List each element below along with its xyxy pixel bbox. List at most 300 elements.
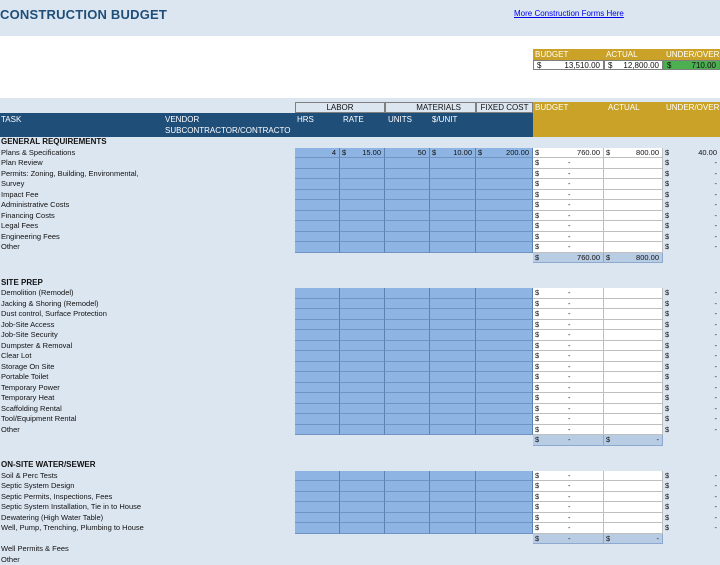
currency-symbol: $ (665, 481, 670, 491)
units-cell[interactable] (385, 148, 430, 159)
unit-cost-cell[interactable] (430, 481, 476, 492)
fixed-cost-cell[interactable] (476, 309, 533, 320)
unit-cost-cell[interactable] (430, 320, 476, 331)
currency-symbol: $ (665, 288, 670, 298)
unit-cost-cell[interactable] (430, 341, 476, 352)
unit-cost-cell[interactable] (430, 425, 476, 436)
currency-symbol: $ (535, 393, 540, 403)
rate-cell[interactable] (340, 190, 385, 201)
fixed-cost-cell[interactable] (476, 320, 533, 331)
unit-cost-cell[interactable] (430, 351, 476, 362)
unit-cost-cell[interactable] (430, 179, 476, 190)
section-title: ON-SITE WATER/SEWER (1, 460, 96, 470)
actual-cell[interactable] (604, 383, 663, 394)
empty-value: - (568, 361, 571, 371)
actual-cell[interactable] (604, 513, 663, 524)
fixed-cost-cell[interactable] (476, 393, 533, 404)
units-cell[interactable] (385, 513, 430, 524)
empty-value: - (714, 242, 717, 251)
fixed-cost-cell[interactable] (476, 372, 533, 383)
actual-cell[interactable] (604, 242, 663, 253)
rate-cell[interactable] (340, 288, 385, 299)
actual-cell[interactable] (604, 414, 663, 425)
section-header (0, 460, 720, 471)
unit-cost-cell[interactable] (430, 148, 476, 159)
units-cell[interactable] (385, 362, 430, 373)
currency-symbol: $ (665, 147, 670, 157)
task-name: Plan Review (1, 158, 43, 167)
units-cell[interactable] (385, 492, 430, 503)
actual-cell[interactable] (604, 320, 663, 331)
currency-symbol: $ (665, 179, 670, 188)
fixed-cost-cell[interactable] (476, 179, 533, 190)
empty-value: - (714, 158, 717, 167)
unit-cost-cell[interactable] (430, 221, 476, 232)
unit-cost-cell[interactable] (430, 372, 476, 383)
actual-cell[interactable] (604, 362, 663, 373)
rate-cell[interactable] (340, 341, 385, 352)
fixed-cost-cell[interactable] (476, 383, 533, 394)
empty-value: - (568, 200, 571, 209)
currency-symbol: $ (535, 319, 540, 329)
under-over-cell (663, 211, 720, 222)
budget-cell (533, 414, 604, 425)
currency-symbol: $ (665, 361, 670, 371)
empty-value: - (714, 512, 717, 522)
budget-cell (533, 372, 604, 383)
unit-cost-cell[interactable] (430, 211, 476, 222)
actual-cell[interactable] (604, 502, 663, 513)
actual-cell[interactable] (604, 288, 663, 299)
currency-symbol: $ (535, 491, 540, 501)
units-cell[interactable] (385, 404, 430, 415)
empty-value: - (568, 382, 571, 392)
currency-symbol: $ (665, 351, 670, 361)
vendor-column-header: VENDOR (165, 115, 200, 124)
task-name: Septic System Installation, Tie in to House (1, 502, 142, 512)
fixed-cost-cell[interactable] (476, 169, 533, 180)
units-cell[interactable] (385, 414, 430, 425)
under-over-cell (663, 372, 720, 383)
units-cell[interactable] (385, 502, 430, 513)
actual-cell[interactable] (604, 232, 663, 243)
cell-value: 760.00 (577, 252, 600, 262)
fixed-cost-cell[interactable] (476, 404, 533, 415)
budget-cell (533, 221, 604, 232)
currency-symbol: $ (665, 470, 670, 480)
hrs-cell[interactable] (295, 481, 340, 492)
fixed-cost-cell[interactable] (476, 200, 533, 211)
hrs-cell[interactable] (295, 502, 340, 513)
units-cell[interactable] (385, 299, 430, 310)
currency-symbol: $ (665, 512, 670, 522)
hrs-cell[interactable] (295, 299, 340, 310)
hrs-cell[interactable] (295, 211, 340, 222)
currency-symbol: $ (665, 231, 670, 241)
section-title: SITE PREP (1, 277, 43, 287)
hrs-cell[interactable] (295, 351, 340, 362)
fixed-cost-cell[interactable] (476, 211, 533, 222)
empty-value: - (714, 340, 717, 350)
units-cell[interactable] (385, 200, 430, 211)
rate-cell[interactable] (340, 362, 385, 373)
hrs-cell[interactable] (295, 362, 340, 373)
currency-symbol: $ (432, 147, 437, 157)
empty-value: - (714, 179, 717, 188)
actual-cell[interactable] (604, 404, 663, 415)
unit-cost-cell[interactable] (430, 330, 476, 341)
currency-symbol: $ (665, 414, 670, 424)
currency-symbol: $ (535, 179, 540, 188)
empty-value: - (714, 351, 717, 361)
units-column-header: UNITS (388, 115, 412, 124)
units-cell[interactable] (385, 341, 430, 352)
actual-cell[interactable] (604, 158, 663, 169)
under-over-group-header: UNDER/OVER (663, 102, 720, 113)
currency-symbol: $ (535, 200, 540, 209)
fixed-cost-cell[interactable] (476, 351, 533, 362)
unit-cost-cell[interactable] (430, 502, 476, 513)
task-name: Administrative Costs (1, 200, 70, 209)
unit-cost-cell[interactable] (430, 288, 476, 299)
fixed-cost-cell[interactable] (476, 425, 533, 436)
task-name: Tool/Equipment Rental (1, 414, 77, 424)
actual-cell[interactable] (604, 425, 663, 436)
empty-value: - (568, 210, 571, 220)
fixed-cost-cell[interactable] (476, 523, 533, 534)
currency-symbol: $ (665, 189, 670, 199)
fixed-cost-cell[interactable] (476, 471, 533, 482)
fixed-cost-cell[interactable] (476, 158, 533, 169)
hrs-cell[interactable] (295, 179, 340, 190)
under-over-cell (663, 523, 720, 534)
empty-value: - (714, 393, 717, 403)
rate-cell[interactable] (340, 481, 385, 492)
hrs-cell[interactable] (295, 330, 340, 341)
units-cell[interactable] (385, 471, 430, 482)
currency-symbol: $ (665, 330, 670, 340)
actual-cell[interactable] (604, 148, 663, 159)
actual-cell[interactable] (604, 341, 663, 352)
unit-cost-cell[interactable] (430, 404, 476, 415)
rate-cell[interactable] (340, 523, 385, 534)
task-name: Well, Pump, Trenching, Plumbing to House (1, 523, 144, 533)
rate-cell[interactable] (340, 232, 385, 243)
budget-cell (533, 288, 604, 299)
hrs-cell[interactable] (295, 200, 340, 211)
under-over-cell (663, 232, 720, 243)
empty-value: - (714, 523, 717, 533)
subtotal-row (0, 435, 720, 446)
task-name: Septic Permits, Inspections, Fees (1, 491, 113, 501)
task-name: Impact Fee (1, 189, 39, 199)
currency-symbol: $ (535, 309, 540, 319)
units-cell[interactable] (385, 383, 430, 394)
under-over-cell (663, 320, 720, 331)
task-name: Clear Lot (1, 351, 32, 361)
unit-cost-cell[interactable] (430, 393, 476, 404)
actual-cell[interactable] (604, 471, 663, 482)
hrs-cell[interactable] (295, 393, 340, 404)
fixed-cost-cell[interactable] (476, 414, 533, 425)
empty-value: - (568, 158, 571, 167)
empty-value: - (714, 403, 717, 413)
unit-cost-cell[interactable] (430, 158, 476, 169)
hrs-cell[interactable] (295, 341, 340, 352)
units-cell[interactable] (385, 179, 430, 190)
rate-cell[interactable] (340, 158, 385, 169)
empty-value: - (656, 533, 659, 543)
cell-value: 50 (417, 147, 426, 157)
unit-cost-cell[interactable] (430, 492, 476, 503)
task-row (0, 523, 720, 534)
unit-cost-cell[interactable] (430, 242, 476, 253)
unit-cost-cell[interactable] (430, 190, 476, 201)
empty-value: - (568, 481, 571, 491)
under-over-cell (663, 221, 720, 232)
hrs-cell[interactable] (295, 320, 340, 331)
under-over-cell (663, 362, 720, 373)
task-row (0, 299, 720, 310)
fixed-cost-cell[interactable] (476, 341, 533, 352)
empty-value: - (568, 319, 571, 329)
task-name: Temporary Power (1, 382, 60, 392)
rate-cell[interactable] (340, 211, 385, 222)
fixed-cost-cell[interactable] (476, 288, 533, 299)
hrs-cell[interactable] (295, 471, 340, 482)
hrs-cell[interactable] (295, 383, 340, 394)
hrs-cell[interactable] (295, 221, 340, 232)
column-header-row (0, 113, 720, 137)
unit-cost-cell[interactable] (430, 383, 476, 394)
units-cell[interactable] (385, 169, 430, 180)
currency-symbol: $ (665, 242, 670, 251)
units-cell[interactable] (385, 242, 430, 253)
currency-symbol: $ (535, 403, 540, 413)
task-row (0, 351, 720, 362)
empty-value: - (714, 200, 717, 209)
actual-cell[interactable] (604, 523, 663, 534)
task-name: Other (1, 242, 20, 251)
actual-cell[interactable] (604, 351, 663, 362)
unit-cost-cell[interactable] (430, 513, 476, 524)
unit-cost-cell[interactable] (430, 232, 476, 243)
rate-cell[interactable] (340, 330, 385, 341)
actual-cell[interactable] (604, 179, 663, 190)
unit-cost-cell[interactable] (430, 523, 476, 534)
fixed-cost-cell[interactable] (476, 502, 533, 513)
units-cell[interactable] (385, 330, 430, 341)
actual-cell[interactable] (604, 372, 663, 383)
labor-group-header: LABOR (295, 102, 385, 113)
empty-value: - (714, 221, 717, 230)
page-title: CONSTRUCTION BUDGET (0, 7, 168, 22)
actual-cell[interactable] (604, 211, 663, 222)
fixed-cost-cell[interactable] (476, 330, 533, 341)
fixed-cost-cell[interactable] (476, 232, 533, 243)
hrs-cell[interactable] (295, 148, 340, 159)
empty-value: - (568, 414, 571, 424)
hrs-cell[interactable] (295, 158, 340, 169)
currency-symbol: $ (535, 502, 540, 512)
rate-cell[interactable] (340, 414, 385, 425)
under-over-cell (663, 425, 720, 436)
empty-value: - (568, 231, 571, 241)
hrs-cell[interactable] (295, 309, 340, 320)
summary-under-over-label: UNDER/OVER (663, 49, 720, 60)
currency-symbol: $ (535, 210, 540, 220)
units-cell[interactable] (385, 523, 430, 534)
budget-cell (533, 211, 604, 222)
fixed-cost-cell[interactable] (476, 148, 533, 159)
budget-cell (533, 200, 604, 211)
hrs-cell[interactable] (295, 242, 340, 253)
fixed-cost-cell[interactable] (476, 299, 533, 310)
unit-cost-cell[interactable] (430, 200, 476, 211)
rate-cell[interactable] (340, 425, 385, 436)
units-cell[interactable] (385, 211, 430, 222)
task-name: Temporary Heat (1, 393, 55, 403)
rate-cell[interactable] (340, 513, 385, 524)
task-row (0, 362, 720, 373)
rate-cell[interactable] (340, 200, 385, 211)
actual-cell[interactable] (604, 393, 663, 404)
hrs-cell[interactable] (295, 372, 340, 383)
units-cell[interactable] (385, 372, 430, 383)
rate-cell[interactable] (340, 393, 385, 404)
budget-cell (533, 190, 604, 201)
units-cell[interactable] (385, 425, 430, 436)
currency-symbol: $ (606, 147, 611, 157)
units-cell[interactable] (385, 393, 430, 404)
currency-symbol: $ (665, 523, 670, 533)
hrs-cell[interactable] (295, 513, 340, 524)
currency-symbol: $ (665, 221, 670, 230)
task-name: Financing Costs (1, 210, 55, 220)
units-cell[interactable] (385, 320, 430, 331)
actual-cell[interactable] (604, 330, 663, 341)
actual-cell[interactable] (604, 190, 663, 201)
currency-symbol: $ (535, 533, 540, 543)
unit-cost-cell[interactable] (430, 309, 476, 320)
hrs-cell[interactable] (295, 232, 340, 243)
empty-value: - (568, 179, 571, 188)
units-cell[interactable] (385, 481, 430, 492)
rate-cell[interactable] (340, 372, 385, 383)
rate-cell[interactable] (340, 383, 385, 394)
fixed-cost-group-header: FIXED COST (476, 102, 533, 113)
unit-cost-cell[interactable] (430, 299, 476, 310)
currency-symbol: $ (665, 382, 670, 392)
fixed-cost-cell[interactable] (476, 221, 533, 232)
empty-value: - (656, 435, 659, 445)
empty-value: - (714, 382, 717, 392)
fixed-cost-cell[interactable] (476, 481, 533, 492)
unit-cost-cell[interactable] (430, 414, 476, 425)
hrs-cell[interactable] (295, 404, 340, 415)
rate-cell[interactable] (340, 471, 385, 482)
unit-cost-cell[interactable] (430, 362, 476, 373)
task-row (0, 502, 720, 513)
units-cell[interactable] (385, 158, 430, 169)
units-cell[interactable] (385, 190, 430, 201)
task-row (0, 211, 720, 222)
rate-cell[interactable] (340, 320, 385, 331)
budget-cell (533, 393, 604, 404)
task-name: Scaffolding Rental (1, 403, 62, 413)
budget-cell (533, 179, 604, 190)
summary-actual-label: ACTUAL (596, 49, 663, 60)
fixed-cost-cell[interactable] (476, 242, 533, 253)
task-name: Demolition (Remodel) (1, 288, 74, 298)
task-row (0, 330, 720, 341)
under-over-cell (663, 393, 720, 404)
currency-symbol: $ (535, 189, 540, 199)
empty-value: - (714, 298, 717, 308)
unit-cost-cell[interactable] (430, 169, 476, 180)
rate-cell[interactable] (340, 309, 385, 320)
hrs-cell[interactable] (295, 523, 340, 534)
actual-cell[interactable] (604, 492, 663, 503)
hrs-cell[interactable] (295, 190, 340, 201)
rate-cell[interactable] (340, 148, 385, 159)
budget-cell (533, 299, 604, 310)
hrs-cell[interactable] (295, 414, 340, 425)
rate-cell[interactable] (340, 221, 385, 232)
task-name: Permits: Zoning, Building, Environmental, (1, 168, 139, 178)
rate-cell[interactable] (340, 502, 385, 513)
rate-cell[interactable] (340, 492, 385, 503)
hrs-cell[interactable] (295, 169, 340, 180)
under-over-cell (663, 341, 720, 352)
fixed-cost-cell[interactable] (476, 190, 533, 201)
units-cell[interactable] (385, 351, 430, 362)
rate-cell[interactable] (340, 299, 385, 310)
under-over-cell (663, 309, 720, 320)
actual-cell[interactable] (604, 309, 663, 320)
rate-cell[interactable] (340, 179, 385, 190)
fixed-cost-cell[interactable] (476, 513, 533, 524)
actual-cell[interactable] (604, 169, 663, 180)
hrs-cell[interactable] (295, 288, 340, 299)
unit-cost-cell[interactable] (430, 471, 476, 482)
actual-cell[interactable] (604, 299, 663, 310)
rate-column-header: RATE (343, 115, 364, 124)
currency-symbol: $ (535, 231, 540, 241)
fixed-cost-cell[interactable] (476, 492, 533, 503)
rate-cell[interactable] (340, 242, 385, 253)
fixed-cost-cell[interactable] (476, 362, 533, 373)
more-forms-link[interactable]: More Construction Forms Here (514, 9, 624, 18)
empty-value: - (568, 372, 571, 382)
units-cell[interactable] (385, 309, 430, 320)
budget-cell (533, 330, 604, 341)
empty-value: - (568, 523, 571, 533)
hrs-cell[interactable] (295, 492, 340, 503)
units-cell[interactable] (385, 221, 430, 232)
under-over-cell (663, 414, 720, 425)
rate-cell[interactable] (340, 404, 385, 415)
units-cell[interactable] (385, 232, 430, 243)
hrs-cell[interactable] (295, 425, 340, 436)
units-cell[interactable] (385, 288, 430, 299)
currency-symbol: $ (606, 435, 611, 445)
rate-cell[interactable] (340, 351, 385, 362)
actual-cell[interactable] (604, 200, 663, 211)
actual-cell[interactable] (604, 481, 663, 492)
actual-cell[interactable] (604, 221, 663, 232)
rate-cell[interactable] (340, 169, 385, 180)
